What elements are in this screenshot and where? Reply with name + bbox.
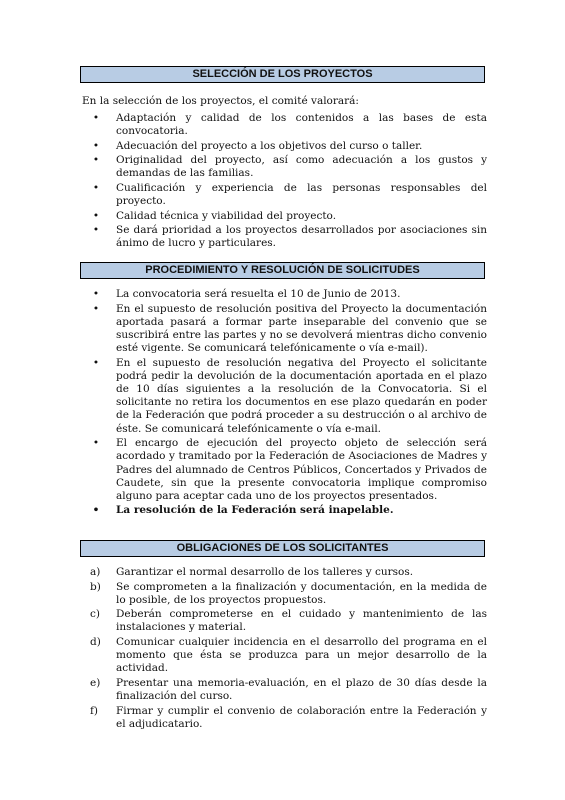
bullet-icon: •: [92, 288, 100, 300]
list-marker: f): [90, 704, 98, 717]
bullet-icon: •: [92, 154, 100, 167]
bullet-icon: •: [92, 209, 100, 222]
list-marker: e): [90, 676, 101, 689]
bullet-icon: •: [92, 437, 100, 450]
list-item: • Adecuación del proyecto a los objetivos del curso o taller.: [90, 140, 487, 153]
list-item: • Se dará prioridad a los proyectos desarrollados por asociaciones sin ánimo de lucro y particulares.: [90, 224, 487, 250]
bullet-icon: •: [92, 504, 100, 517]
list-item: • La resolución de la Federación será inapelable.: [90, 504, 487, 517]
list-item: f) Firmar y cumplir el convenio de colaboración entre la Federación y el adjudicatario.: [90, 704, 487, 730]
section-header-seleccion: SELECCIÓN DE LOS PROYECTOS: [80, 66, 485, 83]
list-item: a) Garantizar el normal desarrollo de los talleres y cursos.: [90, 566, 414, 578]
list-item: • Cualificación y experiencia de las personas responsables del proyecto.: [90, 182, 487, 208]
section-header-procedimiento: PROCEDIMIENTO Y RESOLUCIÓN DE SOLICITUDES: [80, 262, 485, 279]
procedure-list: [90, 288, 487, 519]
list-item: • Adaptación y calidad de los contenidos a las bases de esta convocatoria.: [90, 112, 487, 138]
list-item: • Originalidad del proyecto, así como adecuación a los gustos y demandas de las familias.: [90, 154, 487, 180]
section-intro: En la selección de los proyectos, el comité valorará:: [82, 95, 359, 107]
list-item: • En el supuesto de resolución negativa del Proyecto el solicitante podrá pedir la devolución de la documentación aportada en el plazo de 10 días siguientes a la resolución de la Convocatoria. Si el solicitante no retira los documentos en ese plazo quedarán en poder de la Federación que podrá proceder a su destrucción o al archivo de éste. Se comunicará telefónicamente o vía e-mail.: [90, 357, 487, 436]
list-marker: b): [90, 580, 101, 593]
list-item: b) Se comprometen a la finalización y documentación, en la medida de lo posible, de los proyectos propuestos.: [90, 580, 487, 606]
bullet-icon: •: [92, 356, 100, 369]
bullet-icon: •: [92, 302, 100, 315]
bullet-icon: •: [92, 224, 100, 237]
bullet-icon: •: [92, 139, 100, 152]
list-item: • El encargo de ejecución del proyecto objeto de selección será acordado y tramitado por la Federación de Asociaciones de Madres y Padres del alumnado de Centros Públicos, Concertados y Privados de Caudete, sin que la presente convocatoria implique compromiso alguno para aceptar cada uno de los proyectos presentados.: [90, 437, 487, 503]
obligations-list: [90, 566, 487, 732]
list-item: c) Deberán comprometerse en el cuidado y mantenimiento de las instalaciones y material.: [90, 608, 487, 634]
list-item: • En el supuesto de resolución positiva del Proyecto la documentación aportada pasará a formar parte inseparable del convenio que se suscribirá entre las partes y no se devolverá mientras dicho convenio esté vigente. Se comunicará telefónicamente o vía e-mail).: [90, 303, 487, 356]
criteria-list: [90, 112, 487, 252]
list-item: • La convocatoria será resuelta el 10 de Junio de 2013.: [90, 288, 487, 301]
list-item: e) Presentar una memoria-evaluación, en el plazo de 30 días desde la finalización del curso.: [90, 676, 487, 703]
list-item: • Calidad técnica y viabilidad del proyecto.: [90, 210, 487, 223]
list-item: d) Comunicar cualquier incidencia en el desarrollo del programa en el momento que ésta se produzca para un mejor desarrollo de la actividad.: [90, 635, 487, 675]
list-marker: d): [90, 635, 101, 648]
list-marker: c): [90, 608, 100, 621]
section-header-obligaciones: OBLIGACIONES DE LOS SOLICITANTES: [80, 540, 485, 557]
list-marker: a): [90, 566, 101, 578]
bullet-icon: •: [92, 181, 100, 194]
bullet-icon: •: [92, 112, 100, 124]
